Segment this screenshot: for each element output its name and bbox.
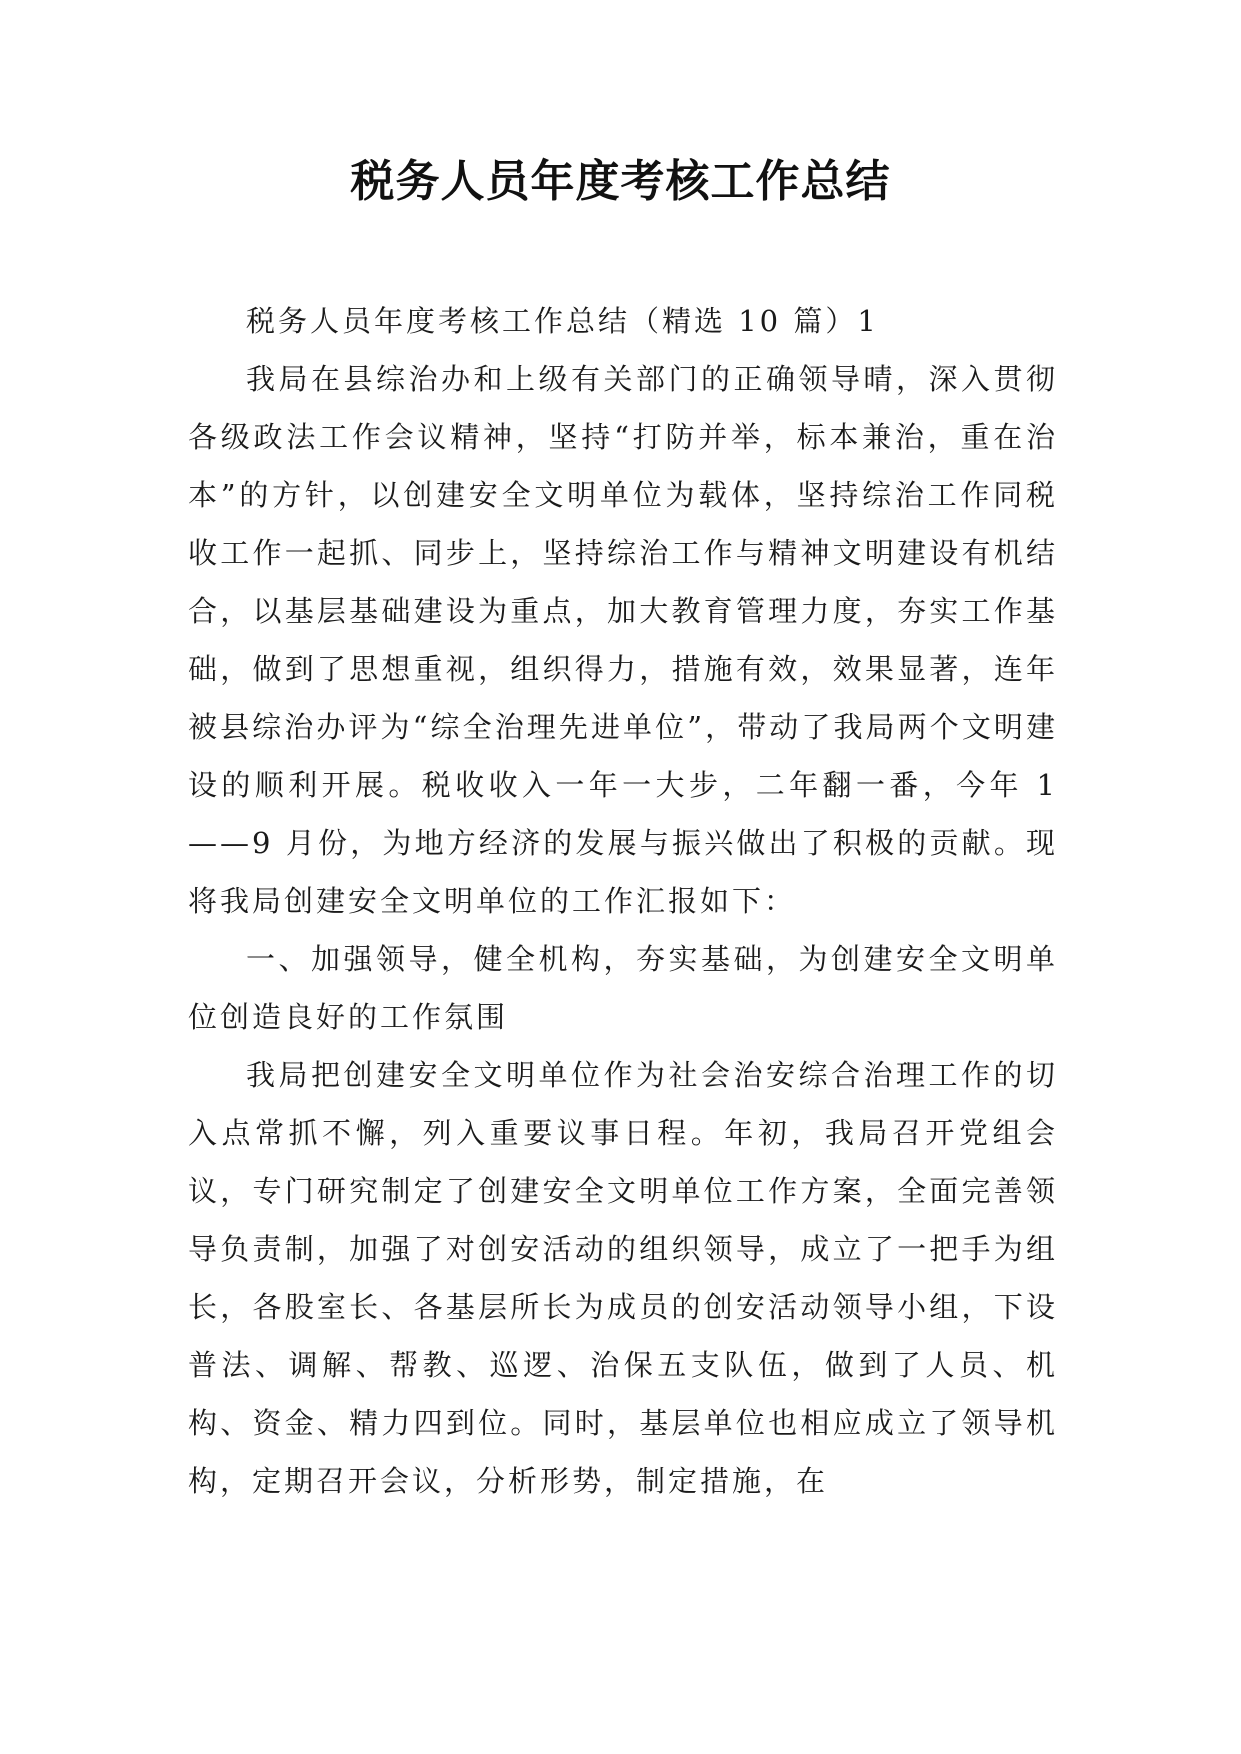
paragraph-subtitle: 税务人员年度考核工作总结（精选 10 篇）1	[246, 304, 879, 338]
document-body	[188, 292, 1058, 1510]
paragraph-intro: 我局在县综治办和上级有关部门的正确领导晴，深入贯彻各级政法工作会议精神，坚持“打防并举，标本兼治，重在治本”的方针，以创建安全文明单位为载体，坚持综治工作同税收工作一起抓、同步上，坚持综治工作与精神文明建设有机结合，以基层基础建设为重点，加大教育管理力度，夯实工作基础，做到了思想重视，组织得力，措施有效，效果显著，连年被县综治办评为“综全治理先进单位”，带动了我局两个文明建设的顺利开展。税收收入一年一大步，二年翻一番，今年 1——9 月份，为地方经济的发展与振兴做出了积极的贡献。现将我局创建安全文明单位的工作汇报如下：	[188, 362, 1058, 918]
document-title: 税务人员年度考核工作总结	[350, 156, 891, 207]
paragraph-section-heading: 一、加强领导，健全机构，夯实基础，为创建安全文明单位创造良好的工作氛围	[188, 942, 1058, 1034]
paragraph-section-body: 我局把创建安全文明单位作为社会治安综合治理工作的切入点常抓不懈，列入重要议事日程。年初，我局召开党组会议，专门研究制定了创建安全文明单位工作方案，全面完善领导负责制，加强了对创安活动的组织领导，成立了一把手为组长，各股室长、各基层所长为成员的创安活动领导小组，下设普法、调解、帮教、巡逻、治保五支队伍，做到了人员、机构、资金、精力四到位。同时，基层单位也相应成立了领导机构，定期召开会议，分析形势，制定措施，在	[188, 1058, 1058, 1498]
